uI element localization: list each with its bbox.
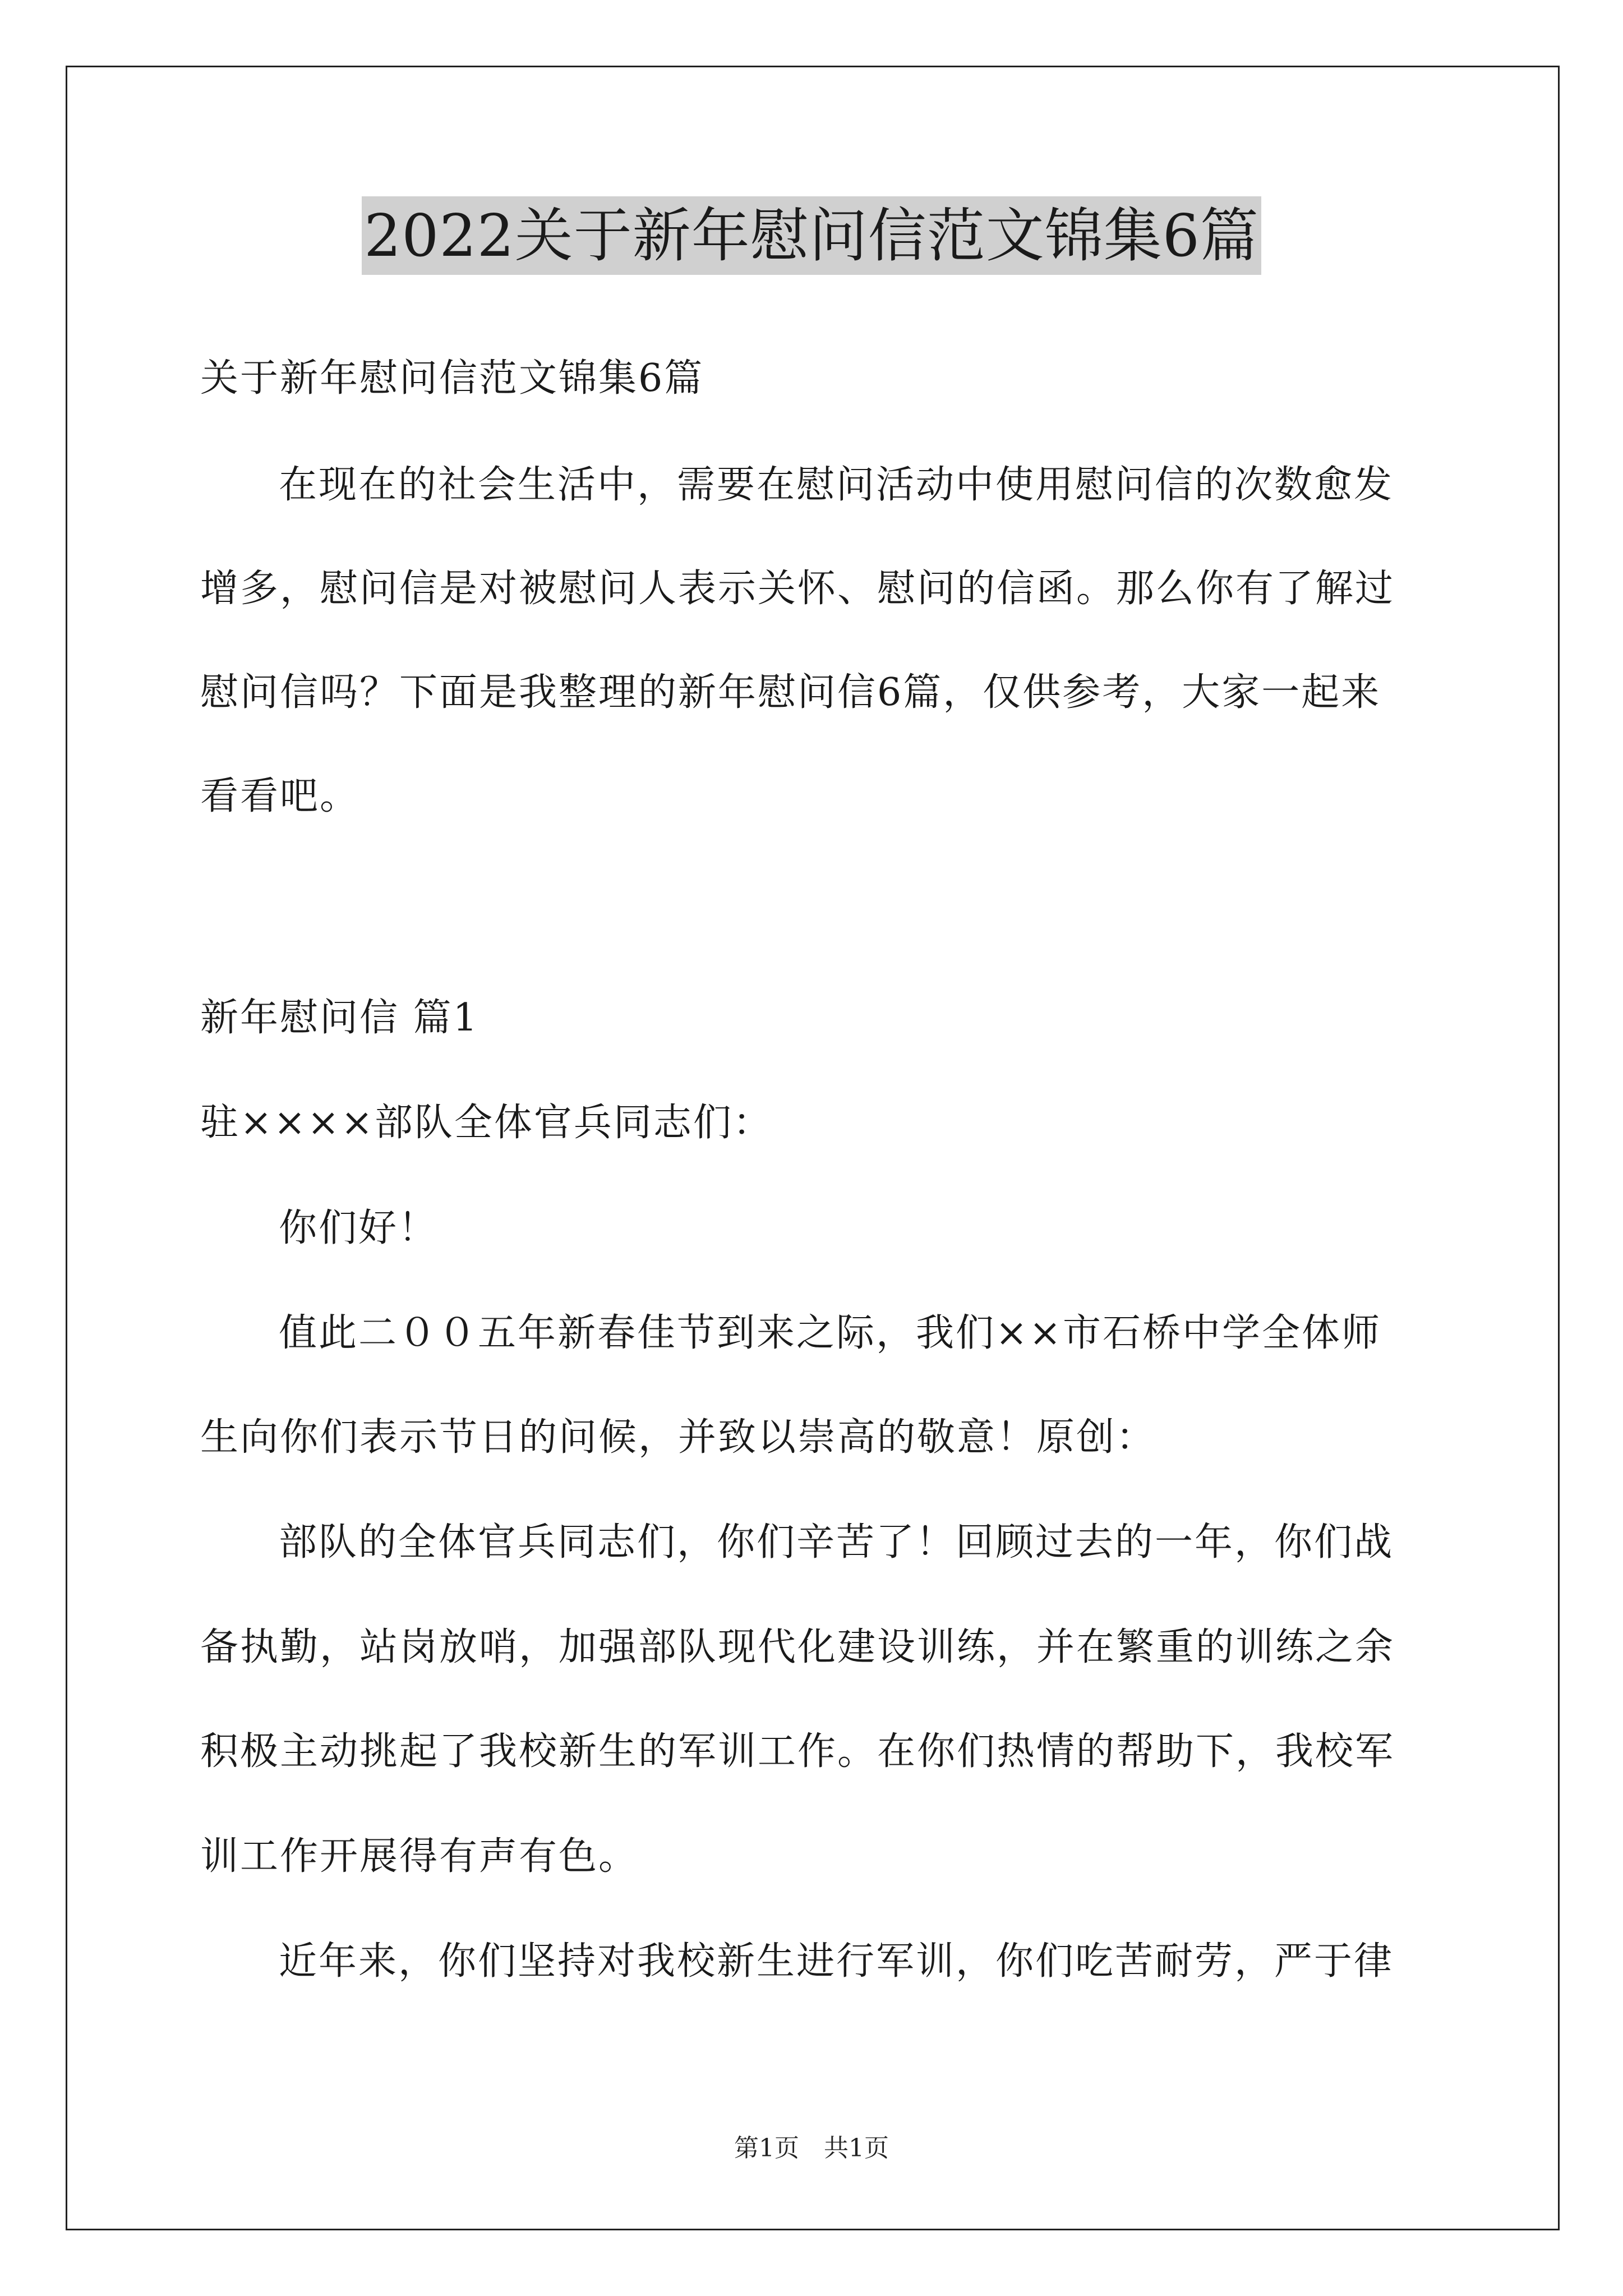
paragraph-line: 在现在的社会生活中，需要在慰问活动中使用慰问信的次数愈发 (279, 463, 1394, 507)
paragraph-line: 慰问信吗？下面是我整理的新年慰问信6篇，仅供参考，大家一起来 (200, 670, 1381, 715)
title-container (0, 196, 1623, 275)
paragraph-line: 生向你们表示节日的问候，并致以崇高的敬意！原创： (200, 1415, 1156, 1460)
paragraph-line: 部队的全体官兵同志们，你们辛苦了！回顾过去的一年，你们战 (279, 1520, 1394, 1565)
greeting-line: 你们好！ (279, 1206, 439, 1250)
paragraph-line: 值此二００五年新春佳节到来之际，我们××市石桥中学全体师 (279, 1311, 1381, 1355)
paragraph-line: 增多，慰问信是对被慰问人表示关怀、慰问的信函。那么你有了解过 (200, 567, 1395, 611)
paragraph-line: 训工作开展得有声有色。 (200, 1834, 639, 1879)
subtitle-line: 关于新年慰问信范文锦集6篇 (200, 356, 704, 401)
paragraph-line: 积极主动挑起了我校新生的军训工作。在你们热情的帮助下，我校军 (200, 1729, 1395, 1774)
document-title: 2022关于新年慰问信范文锦集6篇 (362, 196, 1261, 275)
paragraph-line: 看看吧。 (200, 774, 360, 818)
paragraph-line: 近年来，你们坚持对我校新生进行军训，你们吃苦耐劳，严于律 (279, 1939, 1394, 1984)
salutation-line: 驻××××部队全体官兵同志们： (200, 1101, 773, 1145)
section-heading: 新年慰问信 篇1 (200, 996, 479, 1040)
paragraph-line: 备执勤，站岗放哨，加强部队现代化建设训练，并在繁重的训练之余 (200, 1625, 1395, 1669)
page-number-footer: 第1页 共1页 (734, 2134, 889, 2162)
